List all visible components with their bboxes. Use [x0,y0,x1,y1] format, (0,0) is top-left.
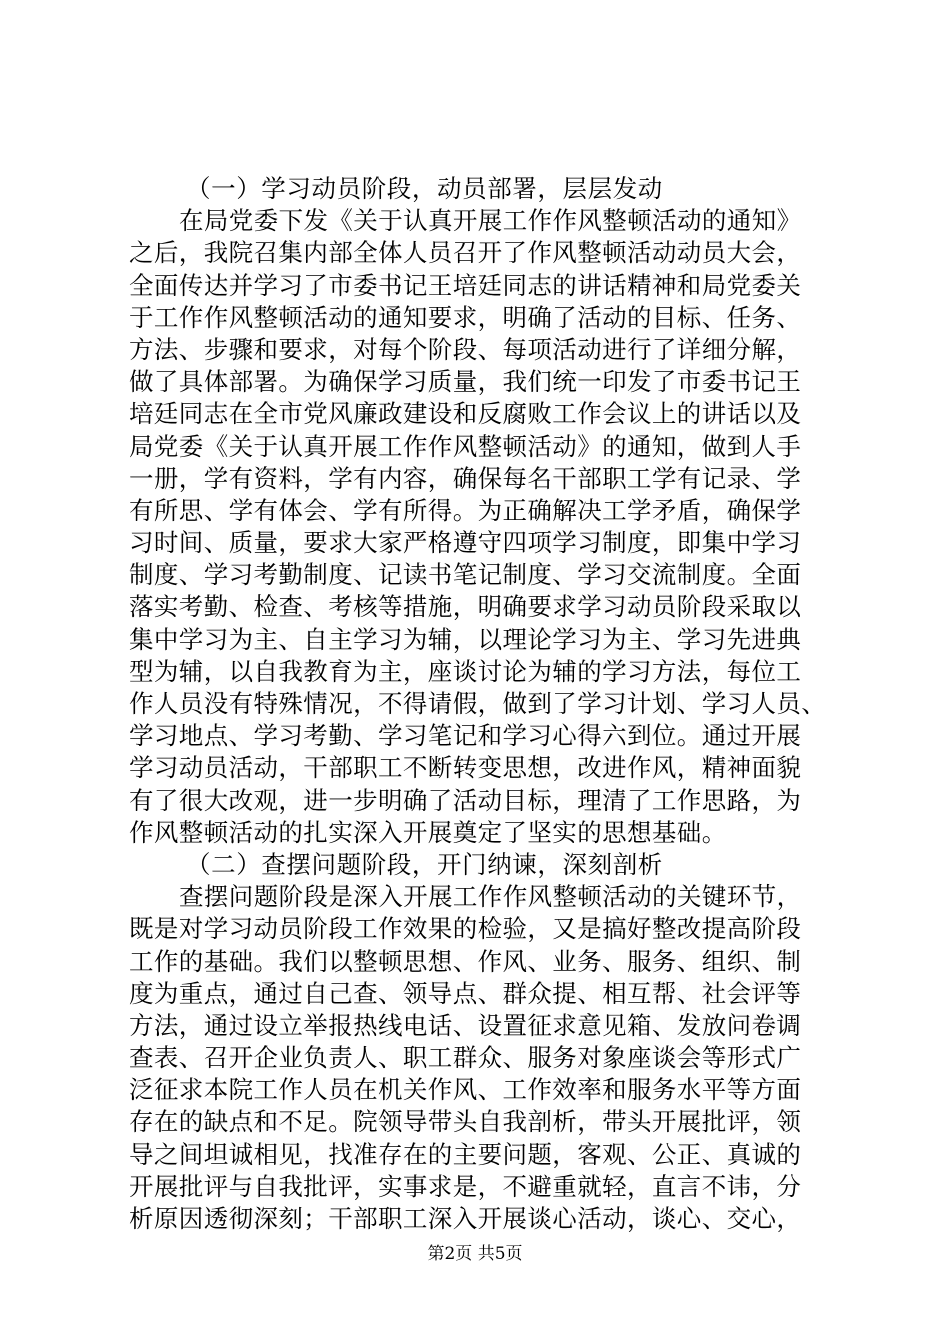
paragraph-line: 度为重点，通过自己查、领导点、群众提、相互帮、社会评等 [129,978,802,1008]
paragraph-line: 集中学习为主、自主学习为辅，以理论学习为主、学习先进典 [129,624,802,654]
paragraph-line: 有了很大改观，进一步明确了活动目标，理清了工作思路，为 [129,785,802,815]
section-heading-2: （二）查摆问题阶段，开门纳谏，深刻剖析 [186,849,663,879]
paragraph-line: 作人员没有特殊情况，不得请假，做到了学习计划、学习人员、 [129,689,827,718]
paragraph-line: 方法、步骤和要求，对每个阶段、每项活动进行了详细分解， [129,334,802,364]
paragraph-line: 工作的基础。我们以整顿思想、作风、业务、服务、组织、制 [129,946,802,976]
paragraph-line: 方法，通过设立举报热线电话、设置征求意见箱、发放问卷调 [129,1010,802,1040]
paragraph-line: 全面传达并学习了市委书记王培廷同志的讲话精神和局党委关 [129,270,802,300]
paragraph-line: 制度、学习考勤制度、记读书笔记制度、学习交流制度。全面 [129,560,802,590]
paragraph-line: 查摆问题阶段是深入开展工作作风整顿活动的关键环节， [179,882,802,912]
paragraph-line: 学习地点、学习考勤、学习笔记和学习心得六到位。通过开展 [129,721,802,751]
paragraph-line: 一册，学有资料，学有内容，确保每名干部职工学有记录、学 [129,463,802,493]
paragraph-line: 落实考勤、检查、考核等措施，明确要求学习动员阶段采取以 [129,592,802,622]
paragraph-line: 查表、召开企业负责人、职工群众、服务对象座谈会等形式广 [129,1043,802,1073]
paragraph-line: 局党委《关于认真开展工作作风整顿活动》的通知，做到人手 [129,431,802,461]
paragraph-line: 培廷同志在全市党风廉政建设和反腐败工作会议上的讲话以及 [129,399,802,429]
paragraph-line: 泛征求本院工作人员在机关作风、工作效率和服务水平等方面 [129,1075,802,1105]
paragraph-line: 有所思、学有体会、学有所得。为正确解决工学矛盾，确保学 [129,495,802,525]
paragraph-line: 学习动员活动，干部职工不断转变思想，改进作风，精神面貌 [129,753,802,783]
paragraph-line: 于工作作风整顿活动的通知要求，明确了活动的目标、任务、 [129,302,802,332]
paragraph-line: 之后，我院召集内部全体人员召开了作风整顿活动动员大会， [129,238,802,268]
paragraph-line: 习时间、质量，要求大家严格遵守四项学习制度，即集中学习 [129,528,802,558]
paragraph-line: 在局党委下发《关于认真开展工作作风整顿活动的通知》 [179,206,802,236]
section-heading-1: （一）学习动员阶段，动员部署，层层发动 [186,174,663,203]
paragraph-line: 导之间坦诚相见，找准存在的主要问题，客观、公正、真诚的 [129,1139,802,1169]
paragraph-line: 既是对学习动员阶段工作效果的检验，又是搞好整改提高阶段 [129,914,802,944]
paragraph-line: 开展批评与自我批评，实事求是，不避重就轻，直言不讳，分 [129,1171,802,1201]
paragraph-line: 做了具体部署。为确保学习质量，我们统一印发了市委书记王 [129,367,802,397]
paragraph-line: 作风整顿活动的扎实深入开展奠定了坚实的思想基础。 [129,817,727,847]
document-body [129,173,829,1235]
paragraph-line: 型为辅，以自我教育为主，座谈讨论为辅的学习方法，每位工 [129,656,802,686]
page-footer: 第2页 共5页 [427,1244,523,1264]
paragraph-line: 析原因透彻深刻；干部职工深入开展谈心活动，谈心、交心， [129,1204,802,1233]
paragraph-line: 存在的缺点和不足。院领导带头自我剖析，带头开展批评，领 [129,1107,802,1137]
